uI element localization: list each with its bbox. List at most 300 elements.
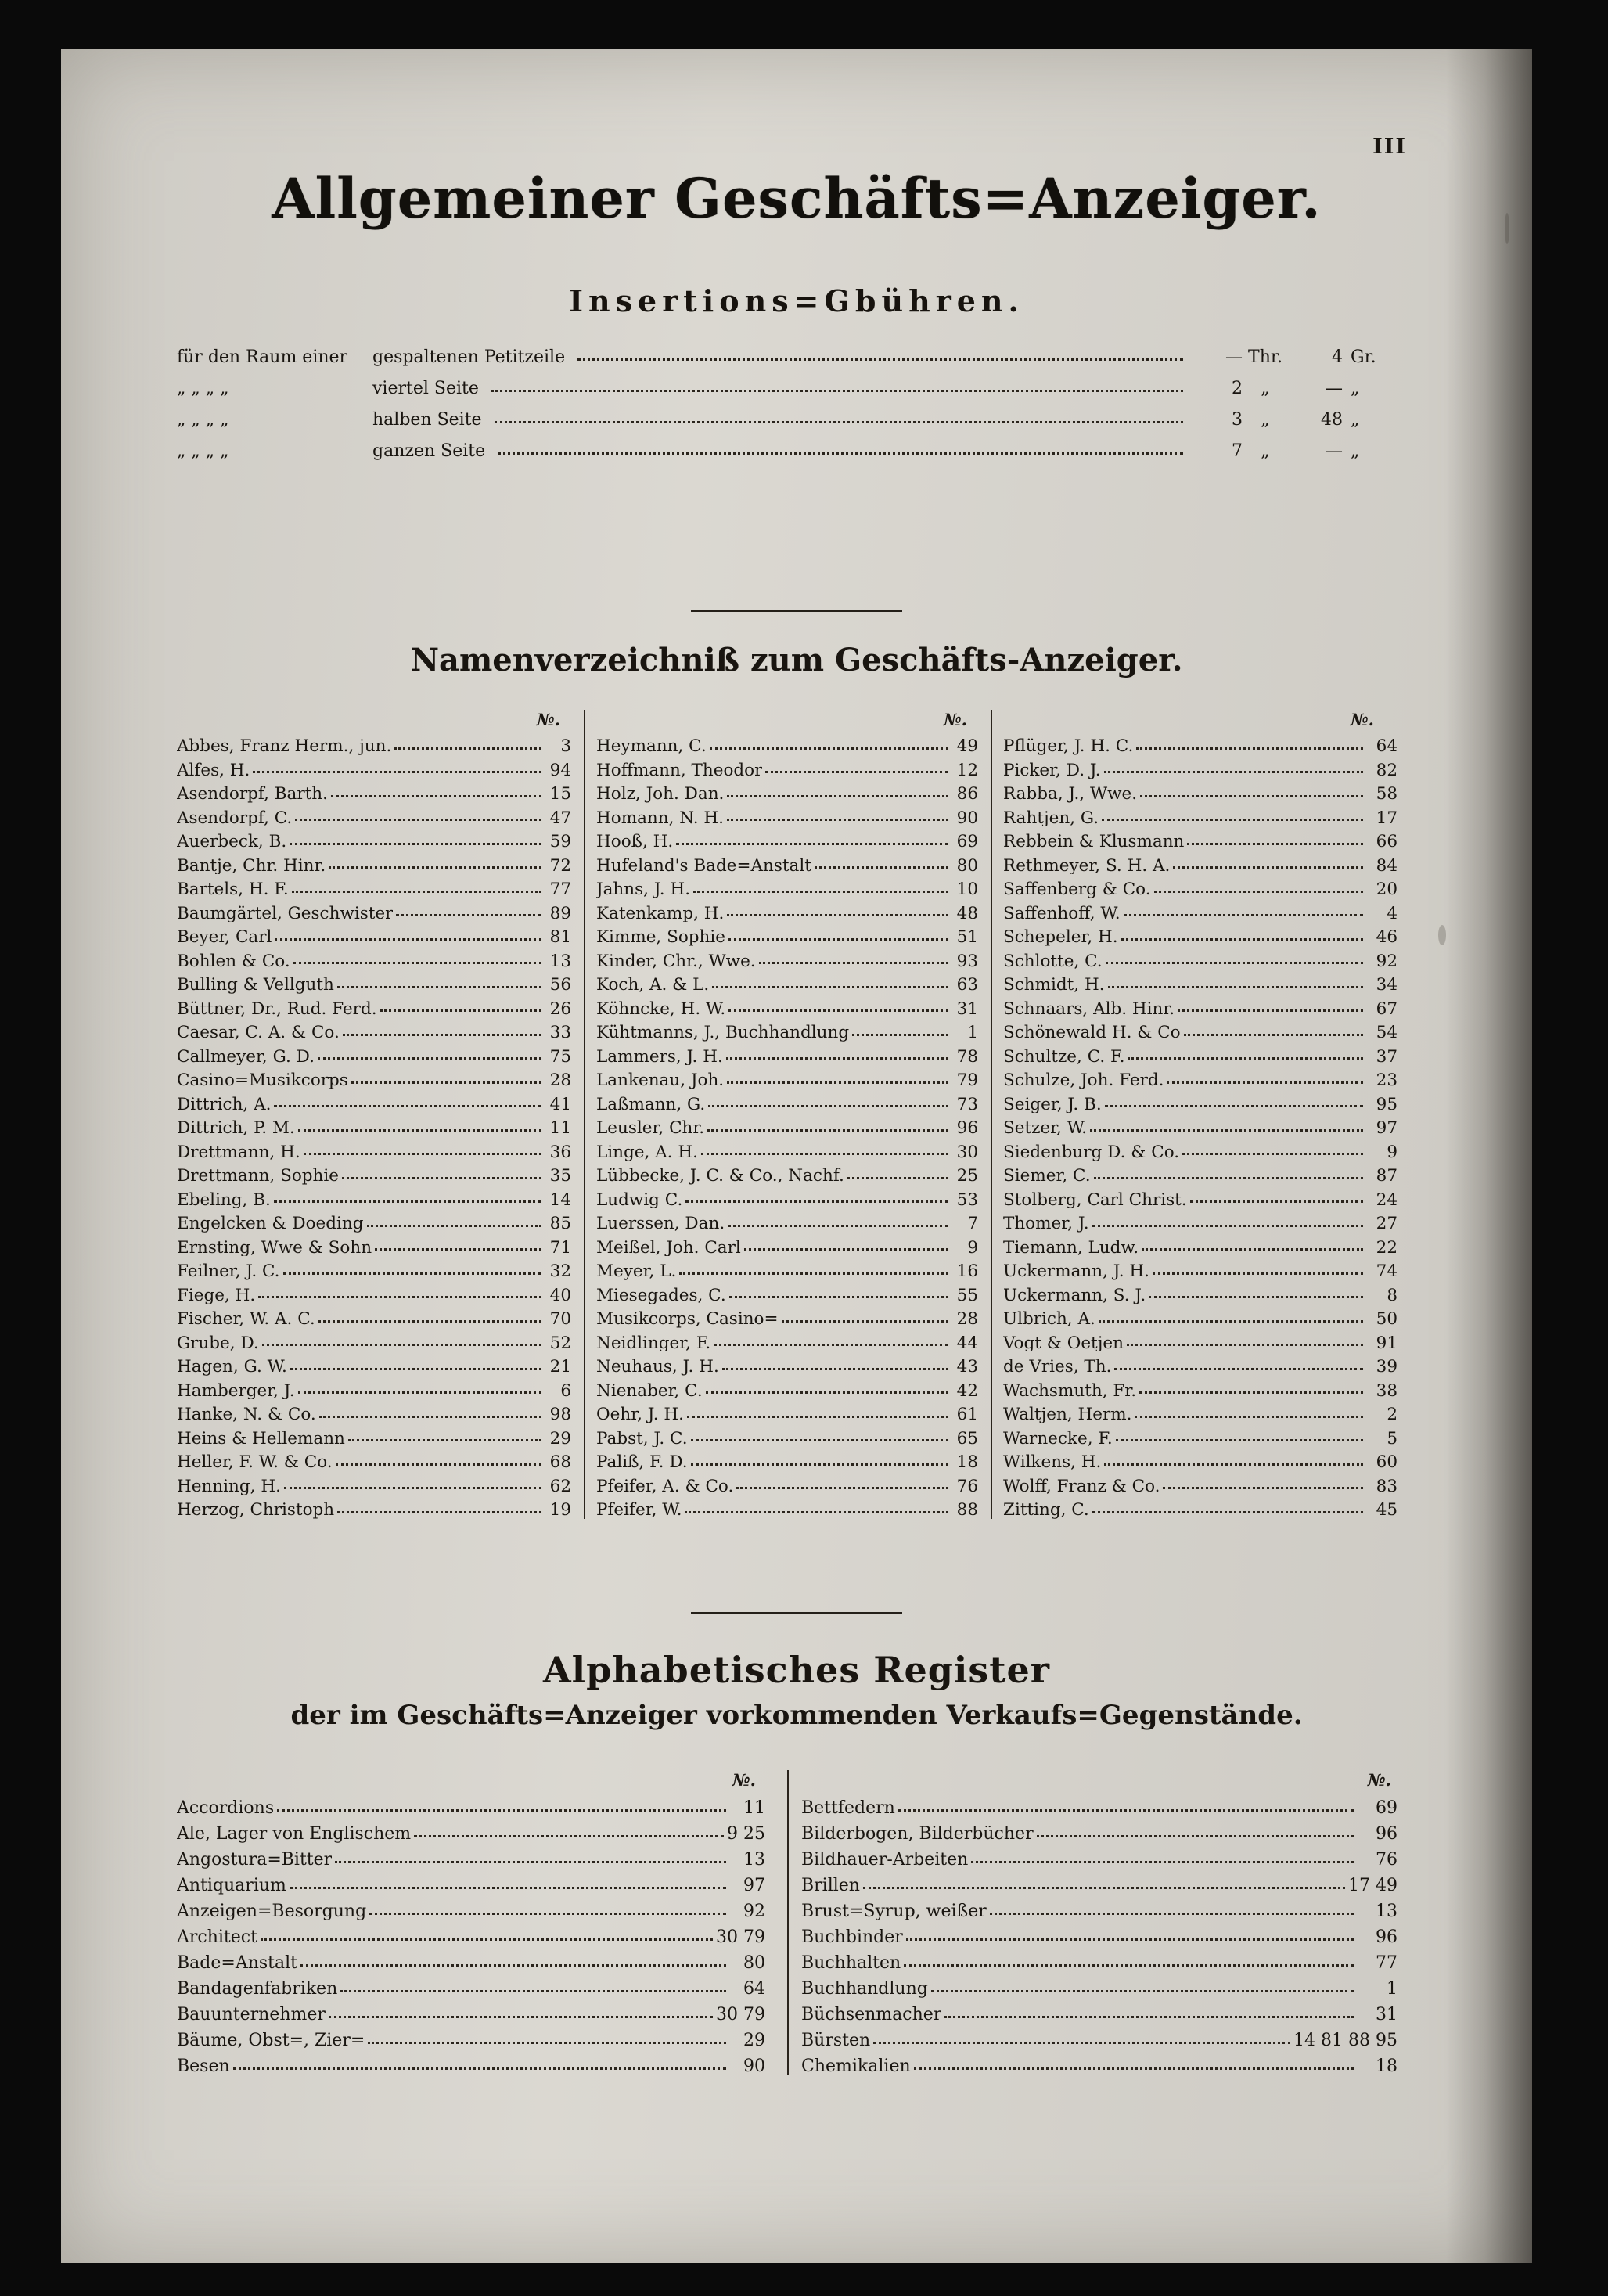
entry-name: Asendorpf, Barth.	[177, 786, 328, 803]
list-item	[1003, 826, 1398, 851]
entry-page: 84	[1376, 855, 1398, 876]
entry-name: Bilderbogen, Bilderbücher	[801, 1826, 1034, 1843]
fee-unit-1: „	[1261, 410, 1270, 430]
entry-name: Alfes, H.	[177, 761, 250, 779]
list-item	[801, 1998, 1398, 2024]
leader-dots	[1153, 1266, 1363, 1275]
entry-name: Brillen	[801, 1877, 860, 1895]
leader-dots	[1104, 1457, 1363, 1466]
list-item	[1003, 803, 1398, 827]
entry-page: 45	[1376, 1500, 1398, 1520]
entry-name: Heller, F. W. & Co.	[177, 1454, 333, 1471]
list-item	[596, 1304, 991, 1328]
entry-name: Kimme, Sophie	[596, 929, 725, 946]
entry-page: 64	[1376, 736, 1398, 756]
entry-page: 19	[549, 1500, 571, 1520]
list-item	[596, 1208, 991, 1233]
list-item	[1003, 1113, 1398, 1137]
leader-dots	[727, 812, 948, 821]
list-item	[596, 1328, 991, 1352]
list-item	[177, 1423, 584, 1448]
list-item	[1003, 922, 1398, 946]
list-item	[596, 851, 991, 875]
entry-name: Fiege, H.	[177, 1287, 256, 1304]
leader-dots	[873, 2035, 1290, 2044]
leader-dots	[340, 1984, 726, 1992]
entry-name: Siemer, C.	[1003, 1168, 1091, 1185]
list-item	[1003, 1280, 1398, 1305]
list-item	[596, 1233, 991, 1257]
leader-dots	[712, 980, 948, 988]
entry-page: 85	[549, 1214, 571, 1233]
list-item	[801, 1869, 1398, 1895]
leader-dots	[847, 1171, 948, 1179]
leader-dots	[1094, 1171, 1363, 1179]
leader-dots	[971, 1855, 1354, 1863]
entry-name: Lankenau, Joh.	[596, 1072, 725, 1089]
leader-dots	[1182, 1146, 1363, 1155]
leader-dots	[1105, 1099, 1363, 1107]
paper-blemish	[1505, 213, 1509, 244]
list-item	[177, 1328, 584, 1352]
fee-table	[177, 347, 1382, 473]
list-item	[177, 1208, 584, 1233]
leader-dots	[292, 884, 541, 893]
entry-name: Hoffmann, Theodor	[596, 761, 763, 779]
list-item	[1003, 1208, 1398, 1233]
list-item	[1003, 1376, 1398, 1400]
entry-page: 70	[549, 1309, 571, 1329]
entry-page: 95	[1376, 1094, 1398, 1114]
list-item	[177, 803, 584, 827]
leader-dots	[691, 1457, 948, 1466]
entry-name: Bürsten	[801, 2032, 871, 2049]
list-item	[1003, 1161, 1398, 1185]
list-item	[801, 1791, 1398, 1817]
list-item	[596, 731, 991, 755]
entry-name: Tiemann, Ludw.	[1003, 1239, 1139, 1256]
entry-page: 93	[956, 951, 978, 971]
entry-name: Feilner, J. C.	[177, 1263, 280, 1280]
entry-name: Ernsting, Wwe & Sohn	[177, 1239, 372, 1256]
leader-dots	[687, 1409, 948, 1418]
entry-name: Uckermann, J. H.	[1003, 1263, 1149, 1280]
entry-name: Schulze, Joh. Ferd.	[1003, 1072, 1164, 1089]
entry-name: Warnecke, F.	[1003, 1430, 1113, 1447]
entry-page: 92	[743, 1902, 765, 1921]
leader-dots	[728, 932, 948, 941]
list-item	[801, 2024, 1398, 2049]
list-item	[596, 898, 991, 923]
list-item	[596, 1471, 991, 1495]
entry-name: Ulbrich, A.	[1003, 1311, 1095, 1328]
list-item	[177, 1280, 584, 1305]
fee-prefix: „ „ „ „	[177, 441, 229, 461]
fee-value-1: 3	[1232, 410, 1243, 430]
entry-name: Bartels, H. F.	[177, 881, 289, 898]
list-item	[596, 1042, 991, 1066]
leader-dots	[343, 1027, 541, 1036]
leader-dots	[1178, 1003, 1363, 1012]
leader-dots	[1108, 980, 1363, 988]
entry-name: Asendorpf, C.	[177, 809, 293, 826]
fee-unit-1: „	[1261, 441, 1270, 461]
entry-name: Auerbeck, B.	[177, 833, 287, 851]
leader-dots	[1127, 1337, 1363, 1346]
entry-name: Ludwig C.	[596, 1191, 683, 1208]
leader-dots	[815, 860, 948, 869]
entry-name: Bäume, Obst=, Zier=	[177, 2032, 365, 2049]
entry-name: Caesar, C. A. & Co.	[177, 1024, 340, 1042]
list-item	[1003, 1447, 1398, 1471]
list-item	[177, 1065, 584, 1089]
entry-page: 97	[743, 1876, 765, 1895]
list-item	[177, 1447, 584, 1471]
entry-name: Angostura=Bitter	[177, 1852, 333, 1869]
entry-page: 3	[560, 736, 571, 756]
list-item	[177, 1137, 584, 1161]
leader-dots	[728, 1003, 948, 1012]
entry-name: Pfeifer, W.	[596, 1502, 682, 1519]
entry-name: Neidlinger, F.	[596, 1334, 711, 1351]
register-subtitle: der im Geschäfts=Anzeiger vorkommenden Verkaufs=Gegenstände.	[290, 1700, 1303, 1731]
leader-dots	[274, 1194, 541, 1203]
list-item	[596, 946, 991, 970]
list-item	[596, 1399, 991, 1423]
list-item	[177, 1843, 787, 1869]
leader-dots	[729, 1290, 948, 1298]
entry-page: 13	[1376, 1902, 1398, 1921]
entry-name: Katenkamp, H.	[596, 905, 725, 922]
leader-dots	[685, 1505, 948, 1513]
leader-dots	[707, 1123, 948, 1132]
entry-page: 51	[956, 927, 978, 947]
entry-page: 69	[1376, 1798, 1398, 1818]
list-item	[177, 970, 584, 994]
fee-value-2: —	[1326, 379, 1343, 398]
entry-page: 13	[743, 1850, 765, 1870]
column-header: №.	[1350, 710, 1374, 729]
leader-dots	[1154, 884, 1363, 893]
list-item	[177, 1399, 584, 1423]
leader-dots	[714, 1337, 948, 1346]
entry-name: Casino=Musikcorps	[177, 1072, 348, 1089]
leader-dots	[898, 1803, 1354, 1812]
entry-page: 62	[549, 1476, 571, 1496]
list-item	[177, 1998, 787, 2024]
list-item	[596, 1351, 991, 1376]
entry-page: 63	[956, 975, 978, 995]
fee-value-2: 48	[1321, 410, 1343, 430]
list-item	[1003, 994, 1398, 1018]
list-item	[177, 755, 584, 779]
list-item	[1003, 1065, 1398, 1089]
entry-page: 27	[1376, 1214, 1398, 1233]
entry-name: Laßmann, G.	[596, 1096, 706, 1113]
leader-dots	[1114, 1362, 1363, 1370]
entry-name: Baumgärtel, Geschwister	[177, 905, 394, 922]
entry-page: 82	[1376, 760, 1398, 780]
list-item	[801, 1920, 1398, 1946]
leader-dots	[726, 1051, 948, 1060]
divider-rule-bottom	[691, 1612, 902, 1614]
leader-dots	[1090, 1123, 1363, 1132]
entry-name: Brust=Syrup, weißer	[801, 1903, 987, 1920]
list-item	[177, 1972, 787, 1998]
leader-dots	[1136, 741, 1363, 750]
entry-name: Rethmeyer, S. H. A.	[1003, 857, 1171, 874]
leader-dots	[318, 1314, 541, 1323]
entry-name: Jahns, J. H.	[596, 881, 691, 898]
entry-page: 20	[1376, 880, 1398, 899]
entry-name: Picker, D. J.	[1003, 761, 1101, 779]
leader-dots	[414, 1829, 724, 1837]
leader-dots	[233, 2061, 726, 2070]
entry-page: 54	[1376, 1023, 1398, 1042]
entry-page: 11	[549, 1118, 571, 1138]
entry-page: 52	[549, 1333, 571, 1353]
entry-page: 21	[549, 1357, 571, 1377]
entry-name: Grube, D.	[177, 1334, 259, 1351]
entry-name: Homann, N. H.	[596, 809, 724, 826]
leader-dots	[1099, 1314, 1363, 1323]
name-index-column-1	[177, 710, 584, 1519]
entry-page: 80	[743, 1953, 765, 1973]
entry-page: 29	[549, 1428, 571, 1448]
leader-dots	[284, 1481, 541, 1489]
list-item	[177, 1042, 584, 1066]
entry-page: 92	[1376, 951, 1398, 971]
fee-value-1: 7	[1232, 441, 1243, 461]
entry-page: 31	[956, 999, 978, 1019]
entry-name: Pfeifer, A. & Co.	[596, 1477, 734, 1495]
entry-page: 24	[1376, 1189, 1398, 1210]
list-item	[177, 1161, 584, 1185]
page-title: Allgemeiner Geschäfts=Anzeiger.	[272, 166, 1322, 231]
list-item	[596, 1423, 991, 1448]
list-item	[177, 1113, 584, 1137]
leader-dots	[1142, 1242, 1363, 1251]
leader-dots	[1149, 1290, 1363, 1298]
entry-page: 96	[1376, 1927, 1398, 1947]
entry-page: 18	[1376, 2057, 1398, 2076]
leader-dots	[1102, 812, 1363, 821]
leader-dots	[1128, 1051, 1363, 1060]
list-item	[596, 874, 991, 898]
entry-page: 60	[1376, 1452, 1398, 1472]
entry-name: Buchbinder	[801, 1929, 903, 1946]
entry-name: Bade=Anstalt	[177, 1955, 297, 1972]
entry-page: 74	[1376, 1261, 1398, 1281]
list-item	[596, 1065, 991, 1089]
list-item	[596, 1137, 991, 1161]
list-item	[596, 803, 991, 827]
leader-dots	[290, 837, 541, 845]
leader-dots	[679, 1266, 948, 1275]
entry-page: 9	[1387, 1142, 1398, 1162]
entry-page: 76	[956, 1476, 978, 1496]
leader-dots	[304, 1146, 541, 1155]
leader-dots	[906, 1932, 1354, 1941]
entry-name: Callmeyer, G. D.	[177, 1048, 315, 1065]
leader-dots	[710, 741, 948, 750]
leader-dots	[300, 1958, 726, 1967]
column-header: №.	[1367, 1770, 1391, 1790]
entry-name: Herzog, Christoph	[177, 1502, 335, 1519]
entry-name: Meißel, Joh. Carl	[596, 1239, 741, 1256]
leader-dots	[759, 955, 948, 964]
entry-page: 31	[1376, 2005, 1398, 2024]
entry-page: 8	[1387, 1285, 1398, 1305]
entry-name: Lübbecke, J. C. & Co., Nachf.	[596, 1168, 844, 1185]
entry-page: 80	[956, 855, 978, 876]
entry-name: Bandagenfabriken	[177, 1981, 338, 1998]
list-item	[801, 1843, 1398, 1869]
list-item	[596, 826, 991, 851]
entry-page: 9	[967, 1237, 978, 1258]
list-item	[177, 922, 584, 946]
leader-dots	[1037, 1829, 1354, 1837]
divider-rule-top	[691, 610, 902, 612]
entry-page: 75	[549, 1046, 571, 1067]
name-index-column-3	[991, 710, 1398, 1519]
leader-dots	[342, 1171, 541, 1179]
leader-dots	[1139, 1385, 1363, 1394]
list-item	[177, 1946, 787, 1972]
fee-label: halben Seite	[372, 410, 482, 430]
list-item	[596, 1256, 991, 1280]
entry-page: 76	[1376, 1850, 1398, 1870]
column-header: №.	[536, 710, 560, 729]
entry-name: Buchhandlung	[801, 1981, 928, 1998]
entry-name: Anzeigen=Besorgung	[177, 1903, 367, 1920]
leader-dots	[498, 444, 1183, 455]
list-item	[1003, 1042, 1398, 1066]
entry-page: 56	[549, 975, 571, 995]
folio-number: III	[1372, 135, 1407, 159]
fee-value-2: 4	[1332, 347, 1343, 367]
entry-page: 17	[1376, 808, 1398, 828]
register-column-1	[177, 1770, 787, 2075]
list-item	[177, 1471, 584, 1495]
entry-name: Bauunternehmer	[177, 2006, 326, 2024]
leader-dots	[274, 1099, 541, 1107]
fee-value-2: —	[1326, 441, 1343, 461]
entry-name: Seiger, J. B.	[1003, 1096, 1102, 1113]
list-item	[177, 826, 584, 851]
entry-name: Meyer, L.	[596, 1263, 677, 1280]
entry-name: Siedenburg D. & Co.	[1003, 1143, 1180, 1161]
list-item	[1003, 1399, 1398, 1423]
entry-name: Heins & Hellemann	[177, 1430, 345, 1447]
leader-dots	[396, 908, 541, 916]
entry-name: Hufeland's Bade=Anstalt	[596, 857, 811, 874]
list-item	[1003, 1328, 1398, 1352]
fee-row	[177, 347, 1382, 367]
entry-name: Rahtjen, G.	[1003, 809, 1099, 826]
list-item	[801, 2049, 1398, 2075]
leader-dots	[1173, 860, 1363, 869]
list-item	[1003, 731, 1398, 755]
entry-page: 83	[1376, 1476, 1398, 1496]
fee-row	[177, 379, 1382, 398]
entry-page: 39	[1376, 1357, 1398, 1377]
fee-prefix: „ „ „ „	[177, 379, 229, 398]
fee-prefix: „ „ „ „	[177, 410, 229, 430]
entry-page: 72	[549, 855, 571, 876]
list-item	[596, 1089, 991, 1114]
entry-page: 53	[956, 1189, 978, 1210]
list-item	[1003, 1304, 1398, 1328]
entry-page: 69	[956, 832, 978, 851]
list-item	[1003, 1089, 1398, 1114]
list-item	[177, 1495, 584, 1519]
entry-page: 44	[956, 1333, 978, 1353]
column-header: №.	[732, 1770, 756, 1790]
list-item	[596, 755, 991, 779]
entry-page: 94	[549, 760, 571, 780]
entry-page: 12	[956, 760, 978, 780]
list-item	[177, 1869, 787, 1895]
entry-name: Bantje, Chr. Hinr.	[177, 857, 326, 874]
list-item	[1003, 1351, 1398, 1376]
list-item	[177, 874, 584, 898]
entry-page: 1	[1387, 1979, 1398, 1999]
leader-dots	[335, 1855, 726, 1863]
entry-name: Holz, Joh. Dan.	[596, 786, 725, 803]
entry-name: Hanke, N. & Co.	[177, 1406, 316, 1423]
list-item	[1003, 1423, 1398, 1448]
leader-dots	[337, 980, 541, 988]
list-item	[177, 2024, 787, 2049]
leader-dots	[765, 765, 948, 773]
entry-page: 46	[1376, 927, 1398, 947]
entry-name: Hagen, G. W.	[177, 1359, 287, 1376]
leader-dots	[1163, 1481, 1363, 1489]
leader-dots	[1135, 1409, 1363, 1418]
leader-dots	[990, 1906, 1354, 1915]
entry-name: Drettmann, Sophie	[177, 1168, 339, 1185]
entry-name: Vogt & Oetjen	[1003, 1334, 1124, 1351]
entry-name: Stolberg, Carl Christ.	[1003, 1191, 1187, 1208]
entry-page: 66	[1376, 832, 1398, 851]
leader-dots	[375, 1242, 541, 1251]
leader-dots	[722, 1362, 948, 1370]
leader-dots	[380, 1003, 541, 1012]
leader-dots	[369, 1906, 726, 1915]
entry-page: 5	[1387, 1428, 1398, 1448]
entry-name: Hooß, H.	[596, 833, 674, 851]
leader-dots	[693, 884, 948, 893]
entry-name: Saffenhoff, W.	[1003, 905, 1121, 922]
entry-page: 1	[967, 1023, 978, 1042]
entry-page: 34	[1376, 975, 1398, 995]
entry-page: 77	[549, 880, 571, 899]
entry-name: Fischer, W. A. C.	[177, 1311, 315, 1328]
leader-dots	[283, 1266, 541, 1275]
entry-page: 96	[956, 1118, 978, 1138]
leader-dots	[253, 765, 541, 773]
entry-name: Waltjen, Herm.	[1003, 1406, 1132, 1423]
entry-name: Dittrich, P. M.	[177, 1120, 295, 1137]
entry-page: 77	[1376, 1953, 1398, 1973]
list-item	[1003, 1471, 1398, 1495]
fee-unit-2: Gr.	[1351, 347, 1376, 367]
leader-dots	[1190, 1194, 1363, 1203]
leader-dots	[727, 1075, 948, 1084]
list-item	[1003, 1495, 1398, 1519]
list-item	[596, 1280, 991, 1305]
